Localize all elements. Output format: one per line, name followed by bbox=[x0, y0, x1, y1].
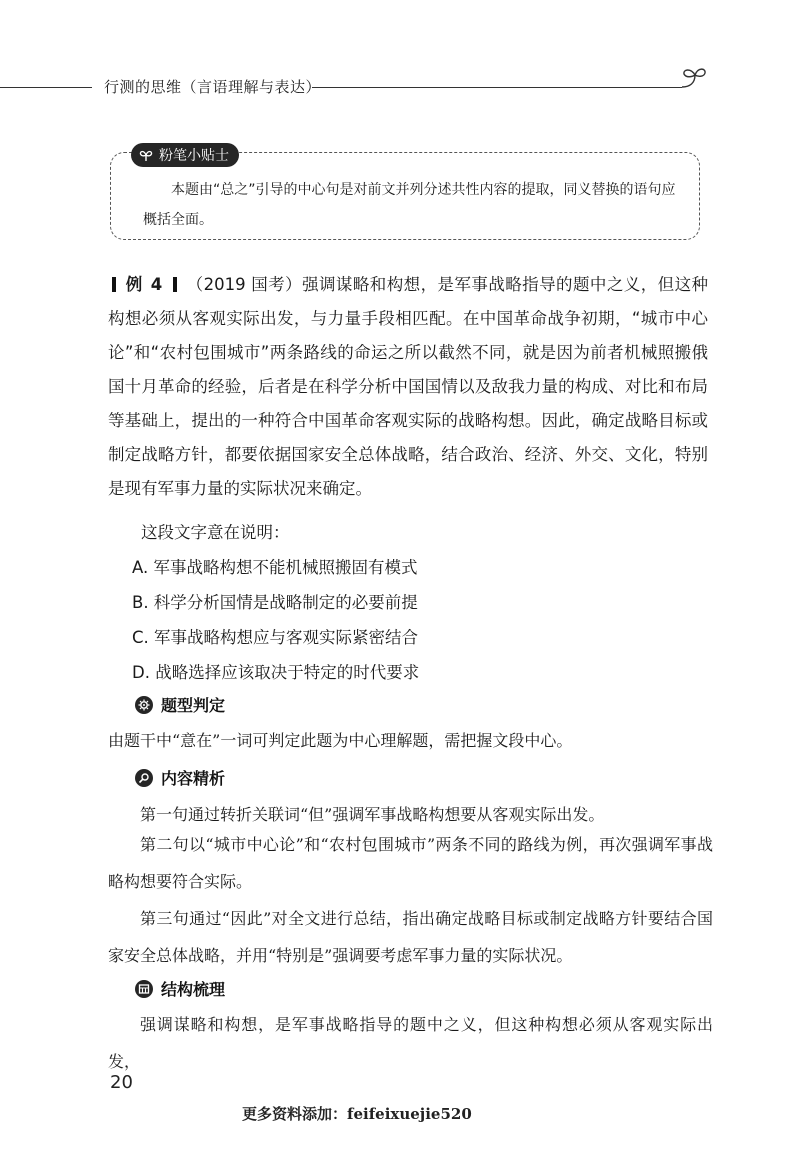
footer-note: 更多资料添加：feifeixuejie520 bbox=[242, 1105, 472, 1123]
section-type-heading bbox=[135, 693, 225, 716]
analysis-paragraph-3: 第三句通过“因此”对全文进行总结，指出确定战略目标或制定战略方针要结合国家安全总体战略，并用“特别是”强调要考虑军事力量的实际状况。 bbox=[108, 909, 713, 965]
example-tag-bar-left bbox=[112, 277, 116, 292]
header-title: 行测的思维（言语理解与表达） bbox=[104, 78, 322, 96]
gear-icon bbox=[135, 696, 153, 714]
magnifier-icon bbox=[135, 769, 153, 787]
example-source: （2019 国考） bbox=[186, 275, 303, 294]
example-tag: 例 4 bbox=[125, 275, 164, 294]
section-structure-text: 强调谋略和构想，是军事战略指导的题中之义，但这种构想必须从客观实际出发， bbox=[108, 1015, 713, 1071]
option-b: B. 科学分析国情是战略制定的必要前提 bbox=[132, 593, 418, 612]
tip-badge bbox=[131, 143, 239, 167]
sprout-icon bbox=[678, 64, 708, 92]
analysis-paragraph-1: 第一句通过转折关联词“但”强调军事战略构想要从客观实际出发。 bbox=[140, 805, 605, 824]
structure-icon bbox=[135, 980, 153, 998]
section-type-text: 由题干中“意在”一词可判定此题为中心理解题，需把握文段中心。 bbox=[108, 731, 573, 750]
section-structure-title: 结构梳理 bbox=[161, 980, 226, 999]
sprout-icon bbox=[139, 148, 153, 162]
question-stem: 这段文字意在说明： bbox=[141, 523, 290, 542]
option-a: A. 军事战略构想不能机械照搬固有模式 bbox=[132, 558, 418, 577]
running-header bbox=[0, 72, 800, 102]
example-text: 强调谋略和构想，是军事战略指导的题中之义，但这种构想必须从客观实际出发，与力量手段相匹配。在中国革命战争初期，“城市中心论”和“农村包围城市”两条路线的命运之所以截然不同，就是因为前者机械照搬俄国十月革命的经验，后者是在科学分析中国国情以及敌我力量的构成、对比和布局等基础上，提出的一种符合中国革命客观实际的战略构想。因此，确定战略目标或制定战略方针，都要依据国家安全总体战略，结合政治、经济、外交、文化，特别是现有军事力量的实际状况来确定。 bbox=[108, 275, 709, 498]
option-c: C. 军事战略构想应与客观实际紧密结合 bbox=[132, 628, 419, 647]
question-block bbox=[108, 516, 708, 690]
page-number: 20 bbox=[110, 1072, 133, 1093]
tip-text: 本题由“总之”引导的中心句是对前文并列分述共性内容的提取，同义替换的语句应概括全面。 bbox=[143, 182, 676, 228]
section-analysis-title: 内容精析 bbox=[161, 769, 226, 788]
tip-badge-label: 粉笔小贴士 bbox=[159, 148, 229, 164]
example-tag-bar-right bbox=[173, 277, 177, 292]
option-d: D. 战略选择应该取决于特定的时代要求 bbox=[132, 663, 420, 682]
section-type-title: 题型判定 bbox=[161, 696, 226, 715]
analysis-paragraph-2: 第二句以“城市中心论”和“农村包围城市”两条不同的路线为例，再次强调军事战略构想要符合实际。 bbox=[108, 835, 713, 891]
tip-box bbox=[110, 148, 700, 240]
example-paragraph bbox=[108, 268, 708, 506]
header-rule-right bbox=[312, 87, 682, 88]
section-analysis-heading bbox=[135, 766, 225, 789]
header-rule-left bbox=[0, 87, 92, 88]
section-structure-heading bbox=[135, 977, 225, 1000]
